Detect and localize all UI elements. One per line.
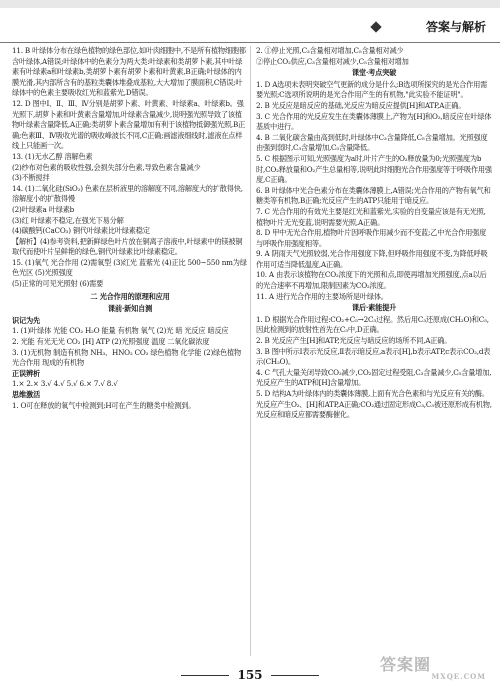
answer-item: 11. B 叶绿体分布在绿色植物的绿色部位,如叶肉细胞中,不是所有植物细胞都含叶绿体,A错误;叶绿体中的色素分为两大类:叶绿素和类胡萝卜素,其中叶绿素有叶绿素a和叶绿素b,类胡萝卜素有胡萝卜素和叶黄素,B正确;叶绿体的内膜光滑,其内部所含有的基粒类囊体堆叠成基粒,大大增加了膜面积,C错误;叶绿体中的色素主要吸收红光和蓝紫光,D错误。 xyxy=(12,46,246,98)
answer-item: (2)纱布对色素的吸收性强,会损失部分色素,导致色素含量减少 xyxy=(12,162,201,172)
answer-item: 4. B 二氧化碳含量由高到低时,叶绿体中C₃含量降低,C₅含量增加。光照强度由强到弱时,C₃含量增加,C₅含量降低。 xyxy=(256,132,488,153)
page-title: 答案与解析 xyxy=(425,20,486,34)
answer-item: 3. B 图中所示Ⅰ表示光反应,Ⅱ表示暗反应,a表示[H],b表示ATP,c表示CO₂,d表示(CH₂O)。 xyxy=(256,346,491,367)
watermark-text: 答案圈 xyxy=(380,655,432,674)
answer-item: 11. A 进行光合作用的主要场所是叶绿体。 xyxy=(256,291,388,301)
diamond-icon xyxy=(370,21,381,32)
right-column xyxy=(256,46,492,421)
known-item: 3. (1)无机物 制造有机物 NH₃、HNO₂ CO₂ 绿色植物 化学能 (2)绿色植物 光合作用 现成的有机物 xyxy=(12,347,242,368)
answer-item: (5)正常的可见光照射 (6)需要 xyxy=(12,279,104,289)
judge-heading: 正误辨析 xyxy=(12,368,40,378)
answer-item: 1. D 根据光合作用过程:CO₂+C₅→2C₃过程。然后用C₃还原成(CH₂O)和C₅,因此检测到的放射性首先在C₃中,D正确。 xyxy=(256,314,489,335)
answer-item: 4. C 气孔大量关闭导致CO₂减少,CO₂固定过程受阻,C₃含量减少,C₅含量增加,光反应产生的ATP和[H]含量增加。 xyxy=(256,367,492,388)
answer-item: ②停止CO₂供应,C₃含量相对减少,C₅含量相对增加 xyxy=(256,56,409,66)
section-title: 二 光合作用的原理和应用 xyxy=(90,291,170,301)
column-divider xyxy=(250,46,251,656)
answer-item: 12. D 图中Ⅰ、Ⅱ、Ⅲ、Ⅳ分别是胡萝卜素、叶黄素、叶绿素a、叶绿素b。强光照下,胡萝卜素和叶黄素含量增加,叶绿素含量减少,说明强光照导致了该植物叶绿素含量降低,A正确;类胡萝卜素含量增加有利于该植物抵御强光照,B正确;色素Ⅲ、Ⅳ吸收光谱的吸收峰波长不同,C正确;画滤液细线时,滤液在点样线上只能画一次。 xyxy=(12,98,246,151)
answer-item: 9. A 阴雨天气光照较弱,光合作用强度下降,但呼吸作用强度不变,为降低呼吸作用可适当降低温度,A正确。 xyxy=(256,249,488,269)
header-rule xyxy=(0,42,500,43)
answer-item: (4)碳酸钙(CaCO₃) 铜代叶绿素比叶绿素稳定 xyxy=(12,226,150,236)
answer-item: 8. D 甲中无光合作用,植物叶片因呼吸作用减少而不变蓝;乙中光合作用强度与呼吸作用强度相等。 xyxy=(256,228,487,248)
answer-item: 1. D A选项未表明突破空气更新的成分是什么;B选项所探究的是光合作用需要光照;C选项所说明的是光合作用产生的有机物,"此实验不能证明"。 xyxy=(256,79,488,100)
answer-item: (3)红 叶绿素不稳定,在强光下易分解 xyxy=(12,215,124,225)
answer-item: 5. C 根据图示可知,光照强度为a时,叶片产生的O₂释放量为0;光照强度为b时,CO₂释放量和O₂产生总量相等,说明此时细胞光合作用强度等于呼吸作用强度,C正确。 xyxy=(256,153,492,185)
answer-item: 2. B 光反应是暗反应的基础,光反应为暗反应提供[H]和ATP,A正确。 xyxy=(256,100,466,110)
answer-item: 14. (1)二氧化硅(SiO₂) 色素在层析液里的溶解度不同,溶解度大的扩散得快,溶解度小的扩散得慢 xyxy=(12,183,243,204)
known-item: 1. (1)叶绿体 光能 CO₂ H₂O 能量 有机物 氧气 (2)光 暗 光反应 暗反应 xyxy=(12,326,229,336)
answer-item: (2)叶绿素a 叶绿素b xyxy=(12,204,75,214)
answer-item: (3)不断搅拌 xyxy=(12,173,50,183)
answer-item: 【解析】(4)参考资料,把新鲜绿色叶片放在铜离子溶液中,叶绿素中的镁被铜取代而使叶片呈鲜艳的绿色,铜代叶绿素比叶绿素稳定。 xyxy=(12,236,243,257)
answer-item: 2. B 光反应产生[H]和ATP,光反应与暗反应的场所不同,A正确。 xyxy=(256,336,452,346)
answer-item: 15. (1)氧气 光合作用 (2)需氧型 (3)红光 蓝紫光 (4)正比 500~550 nm为绿色光区 (5)光照强度 xyxy=(12,257,247,278)
top-band xyxy=(0,0,500,8)
answer-item: 13. (1)无水乙醇 溶解色素 xyxy=(12,151,93,161)
page-number: 155 xyxy=(0,668,500,682)
answer-item: 6. B 叶绿体中光合色素分布在类囊体薄膜上,A错误;光合作用的产物有氧气和糖类等有机物,B正确;光反应产生的ATP只能用于暗反应。 xyxy=(256,185,491,206)
section-subtitle: 课后·素能提升 xyxy=(351,303,397,313)
left-column xyxy=(12,46,248,411)
section-subtitle: 课堂·考点突破 xyxy=(351,68,397,78)
header xyxy=(0,18,500,40)
answer-item: 2. ①停止光照,C₃含量相对增加,C₅含量相对减少 xyxy=(256,46,404,55)
think-item: 1. O可在释放的氧气中检测到;H可在产生的糖类中检测到。 xyxy=(12,400,196,410)
judge-answers: 1.× 2.× 3.√ 4.√ 5.√ 6.× 7.√ 8.√ xyxy=(12,379,118,389)
answer-item: 10. A 由表示该植物在CO₂浓度下的光照和点,即使再增加光照强度,点a以后的光合速率不再增加,限制因素为CO₂浓度。 xyxy=(256,270,487,291)
section-subtitle: 课前·新知自测 xyxy=(107,304,153,314)
answer-item: 7. C 光合作用的有效光主要是红光和蓝紫光,实验的自变量应该是有无光照,植物叶片无光变蓝,说明需要光照,A正确。 xyxy=(256,206,486,227)
answer-item: 5. D 结构A为叶绿体内的类囊体薄膜,上面有光合色素和与光反应有关的酶。光反应产生O₂、[H]和ATP,A正确;CO₂通过固定形成C₃,C₃被还原形成有机物,光反应和暗反应都需要酶催化。 xyxy=(256,389,492,420)
answer-item: 3. C 光合作用的光反应发生在类囊体薄膜上,产物为[H]和O₂,暗反应在叶绿体基质中进行。 xyxy=(256,111,492,132)
known-item: 2. 光能 有光无光 CO₂ [H] ATP (2)光照强度 温度 二氧化碳浓度 xyxy=(12,337,210,347)
known-heading: 识记为先 xyxy=(12,315,40,325)
watermark-url: MXQE.COM xyxy=(431,672,486,681)
think-heading: 思维激活 xyxy=(12,390,40,399)
watermark-logo xyxy=(380,652,490,686)
